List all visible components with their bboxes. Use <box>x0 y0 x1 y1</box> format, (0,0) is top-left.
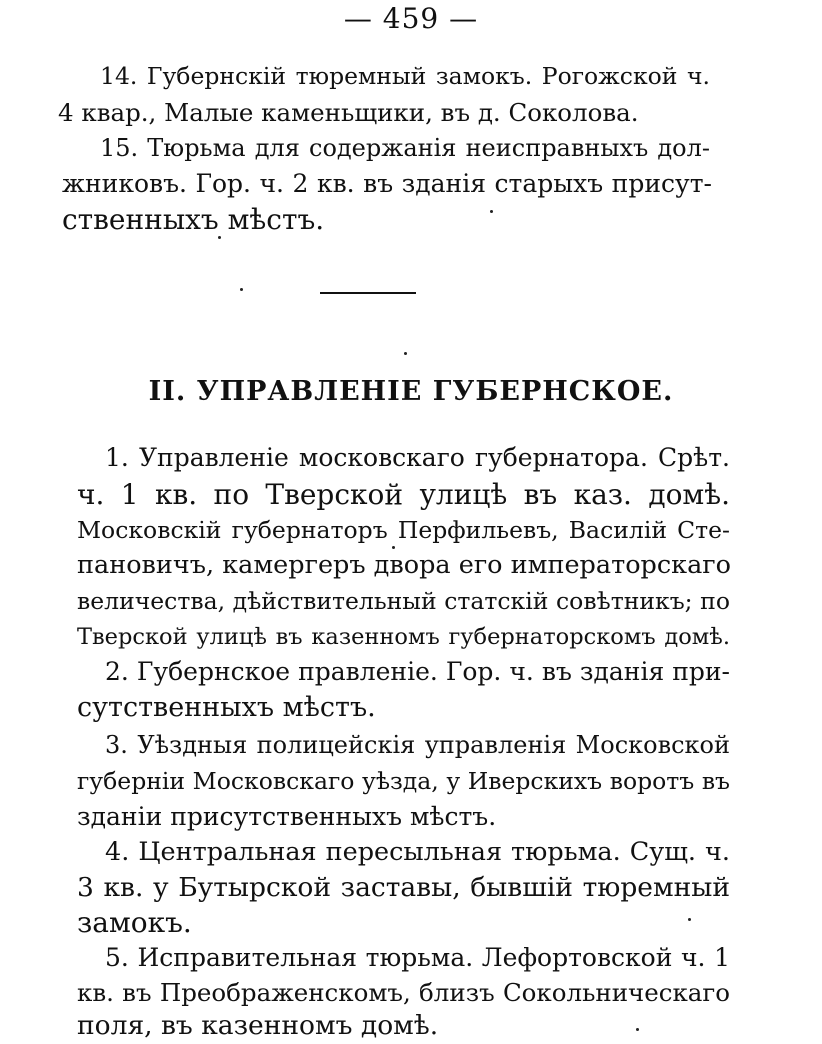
item-4-line-3: замокъ. <box>77 906 192 939</box>
ink-speck <box>636 1028 639 1031</box>
item-15-line-1: 15. Тюрьма для содержанія неисправныхъ дол- <box>100 134 710 162</box>
item-4-line-1: 4. Центральная пересыльная тюрьма. Сущ. ч. <box>105 837 730 867</box>
ink-speck <box>490 210 493 213</box>
item-3-line-1: 3. Уѣздныя полицейскія управленія Московской <box>105 731 730 759</box>
item-2-line-1: 2. Губернское правленіе. Гор. ч. въ зданія при- <box>105 657 730 686</box>
ink-speck <box>218 236 221 239</box>
section-divider <box>320 292 416 294</box>
ink-speck <box>688 918 691 921</box>
item-1-line-2: ч. 1 кв. по Тверской улицѣ въ каз. домѣ. <box>77 478 730 511</box>
ink-speck <box>404 352 407 355</box>
item-5-line-1: 5. Исправительная тюрьма. Лефортовской ч. 1 <box>105 943 730 972</box>
item-1-line-5: величества, дѣйствительный статскій совѣтникъ; по <box>77 587 730 615</box>
item-1-line-1: 1. Управленіе московскаго губернатора. Срѣт. <box>105 443 730 472</box>
item-1-line-6: Тверской улицѣ въ казенномъ губернаторскомъ домѣ. <box>77 624 730 650</box>
ink-speck <box>392 546 395 549</box>
page-number: — 459 — <box>343 2 479 35</box>
ink-speck <box>240 288 243 291</box>
item-1-line-4: пановичъ, камергеръ двора его императорскаго <box>77 550 731 580</box>
item-15-line-3: ственныхъ мѣстъ. <box>62 203 325 236</box>
section-heading: II. УПРАВЛЕНІЕ ГУБЕРНСКОЕ. <box>148 376 674 407</box>
item-14-line-1: 14. Губернскій тюремный замокъ. Рогожской ч. <box>100 62 710 90</box>
item-15-line-2: жниковъ. Гор. ч. 2 кв. въ зданія старыхъ присут- <box>62 169 712 198</box>
item-3-line-3: зданіи присутственныхъ мѣстъ. <box>77 802 497 831</box>
item-3-line-2: губерніи Московскаго уѣзда, у Иверскихъ воротъ въ <box>77 767 730 795</box>
item-5-line-3: поля, въ казенномъ домѣ. <box>77 1010 439 1041</box>
item-14-line-2: 4 квар., Малые каменьщики, въ д. Соколова. <box>58 98 639 127</box>
item-5-line-2: кв. въ Преображенскомъ, близъ Сокольническаго <box>77 978 730 1007</box>
item-1-line-3: Московскій губернаторъ Перфильевъ, Василій Сте- <box>77 516 730 544</box>
item-2-line-2: сутственныхъ мѣстъ. <box>77 692 376 723</box>
item-4-line-2: 3 кв. у Бутырской заставы, бывшій тюремный <box>77 872 730 903</box>
